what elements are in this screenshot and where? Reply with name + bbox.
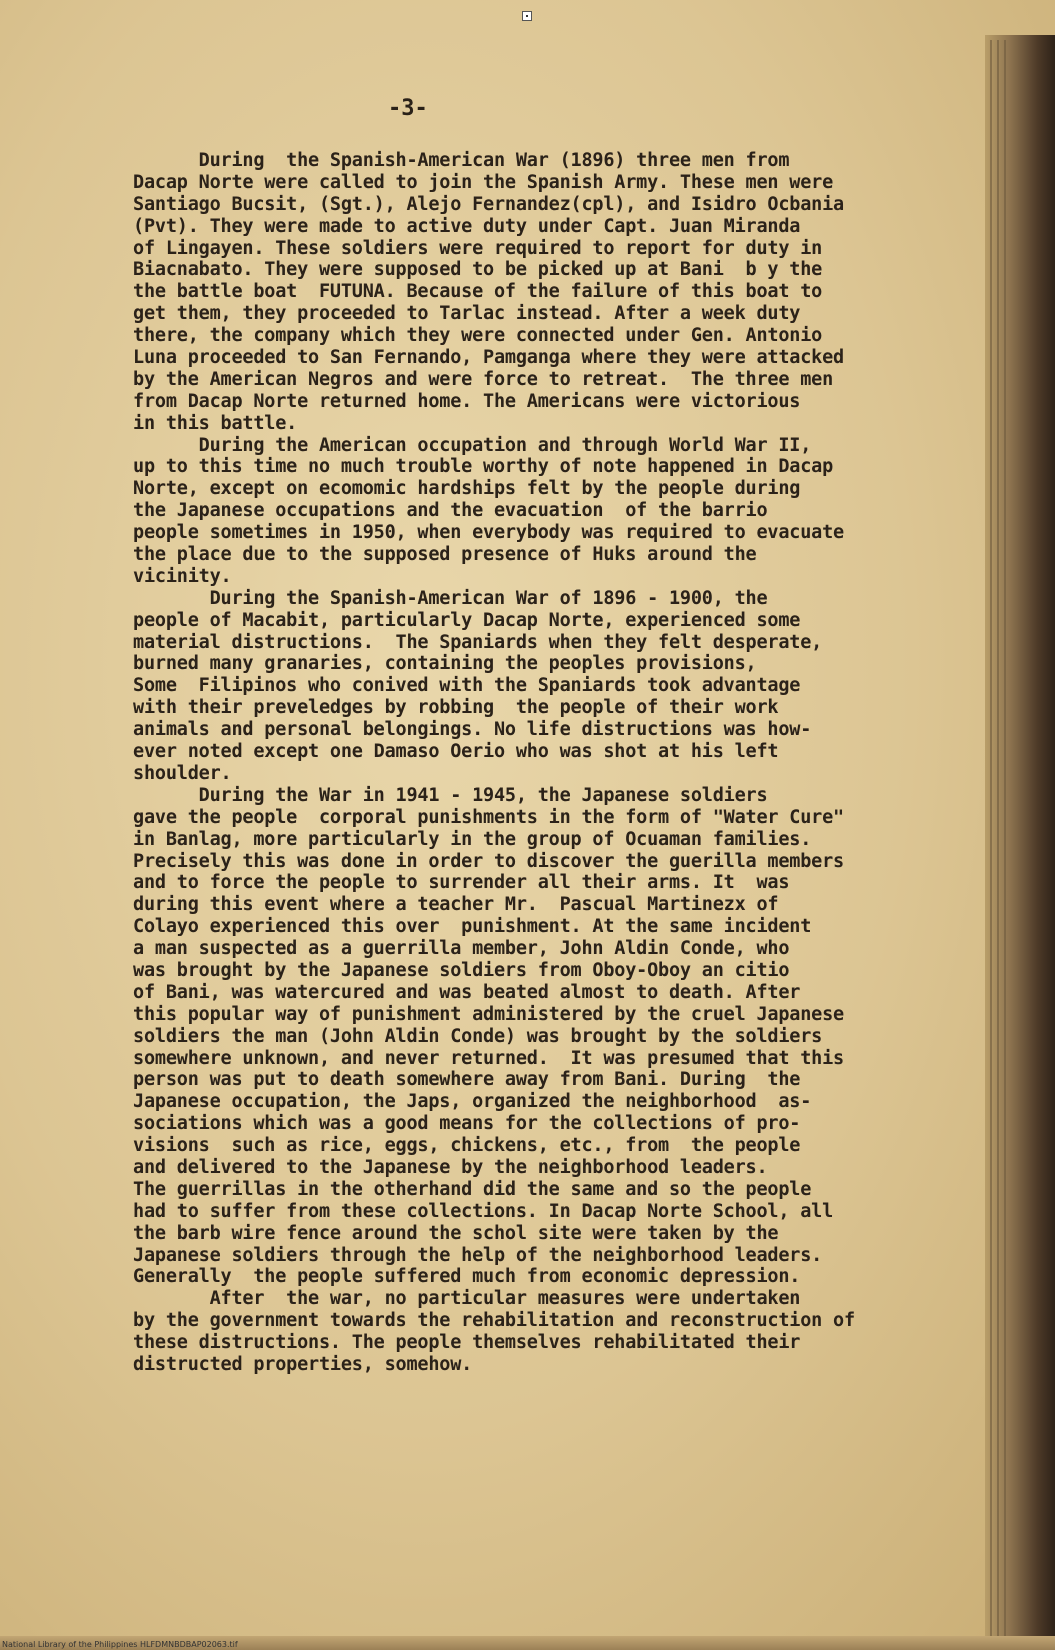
text-line: Santiago Bucsit, (Sgt.), Alejo Fernandez(cpl), and Isidro Ocbania: [133, 193, 844, 215]
text-line: ever noted except one Damaso Oerio who was shot at his left: [133, 741, 779, 763]
text-line: and delivered to the Japanese by the neighborhood leaders.: [133, 1156, 768, 1178]
text-line: Japanese soldiers through the help of the neighborhood leaders.: [133, 1244, 823, 1266]
text-line: burned many granaries, containing the peoples provisions,: [133, 653, 757, 675]
text-line: During the Spanish-American War of 1896 - 1900, the: [133, 587, 768, 609]
text-line: Generally the people suffered much from economic depression.: [133, 1266, 801, 1288]
text-line: was brought by the Japanese soldiers from Oboy-Oboy an citio: [133, 959, 790, 981]
text-line: material distructions. The Spaniards when they felt desperate,: [133, 631, 823, 653]
text-line: soldiers the man (John Aldin Conde) was brought by the soldiers: [133, 1025, 823, 1047]
text-line: person was put to death somewhere away from Bani. During the: [133, 1069, 801, 1091]
footer-caption: National Library of the Philippines HLFDMNBDBAP02063.tif: [2, 1640, 238, 1649]
text-line: (Pvt). They were made to active duty under Capt. Juan Miranda: [133, 215, 801, 237]
text-line: Luna proceeded to San Fernando, Pamganga where they were attacked: [133, 347, 844, 369]
text-line: Biacnabato. They were supposed to be picked up at Bani b y the: [133, 259, 823, 281]
text-line: Dacap Norte were called to join the Spanish Army. These men were: [133, 171, 834, 193]
text-line: shoulder.: [133, 762, 232, 784]
text-line: vicinity.: [133, 565, 232, 587]
text-line: the place due to the supposed presence of Huks around the: [133, 544, 757, 566]
text-line: the battle boat FUTUNA. Because of the failure of this boat to: [133, 281, 823, 303]
text-line: visions such as rice, eggs, chickens, etc., from the people: [133, 1135, 801, 1157]
text-line: people sometimes in 1950, when everybody was required to evacuate: [133, 522, 844, 544]
page-edge-line: [997, 40, 999, 1640]
text-line: people of Macabit, particularly Dacap Norte, experienced some: [133, 609, 801, 631]
text-line: with their preveledges by robbing the people of their work: [133, 697, 779, 719]
text-line: by the American Negros and were force to retreat. The three men: [133, 368, 834, 390]
text-line: somewhere unknown, and never returned. It was presumed that this: [133, 1047, 844, 1069]
text-line: in this battle.: [133, 412, 298, 434]
text-line: up to this time no much trouble worthy of note happened in Dacap: [133, 456, 834, 478]
text-line: get them, they proceeded to Tarlac instead. After a week duty: [133, 303, 801, 325]
text-line: during this event where a teacher Mr. Pascual Martinezx of: [133, 894, 779, 916]
text-line: Colayo experienced this over punishment. At the same incident: [133, 916, 812, 938]
body-text: [133, 150, 953, 1376]
text-line: of Bani, was watercured and was beated almost to death. After: [133, 981, 801, 1003]
text-line: by the government towards the rehabilitation and reconstruction of: [133, 1310, 855, 1332]
page-edge-line: [1004, 40, 1006, 1640]
page-edge-line: [990, 40, 992, 1640]
text-line: of Lingayen. These soldiers were required to report for duty in: [133, 237, 823, 259]
text-line: the barb wire fence around the schol site were taken by the: [133, 1222, 779, 1244]
text-line: the Japanese occupations and the evacuation of the barrio: [133, 500, 768, 522]
text-line: a man suspected as a guerrilla member, John Aldin Conde, who: [133, 938, 790, 960]
book-binding-edge: [985, 35, 1055, 1650]
text-line: distructed properties, somehow.: [133, 1353, 473, 1375]
text-line: The guerrillas in the otherhand did the same and so the people: [133, 1178, 812, 1200]
text-line: sociations which was a good means for the collections of pro-: [133, 1113, 801, 1135]
page-number: -3-: [388, 96, 428, 121]
text-line: During the Spanish-American War (1896) three men from: [133, 150, 790, 171]
text-line: Some Filipinos who conived with the Spaniards took advantage: [133, 675, 801, 697]
scan-marker-icon: [522, 11, 532, 21]
text-line: animals and personal belongings. No life distructions was how-: [133, 719, 812, 741]
text-line: Precisely this was done in order to discover the guerilla members: [133, 850, 844, 872]
text-line: Japanese occupation, the Japs, organized the neighborhood as-: [133, 1091, 812, 1113]
text-line: there, the company which they were connected under Gen. Antonio: [133, 325, 823, 347]
text-line: gave the people corporal punishments in the form of "Water Cure": [133, 806, 844, 828]
text-line: had to suffer from these collections. In Dacap Norte School, all: [133, 1200, 834, 1222]
text-line: in Banlag, more particularly in the group of Ocuaman families.: [133, 828, 812, 850]
text-line: Norte, except on ecomomic hardships felt by the people during: [133, 478, 801, 500]
text-line: During the American occupation and through World War II,: [133, 434, 812, 456]
text-line: from Dacap Norte returned home. The Americans were victorious: [133, 390, 801, 412]
text-line: After the war, no particular measures were undertaken: [133, 1288, 801, 1310]
text-line: During the War in 1941 - 1945, the Japanese soldiers: [133, 784, 768, 806]
text-line: these distructions. The people themselves rehabilitated their: [133, 1332, 801, 1354]
text-line: this popular way of punishment administered by the cruel Japanese: [133, 1003, 844, 1025]
text-line: and to force the people to surrender all their arms. It was: [133, 872, 790, 894]
